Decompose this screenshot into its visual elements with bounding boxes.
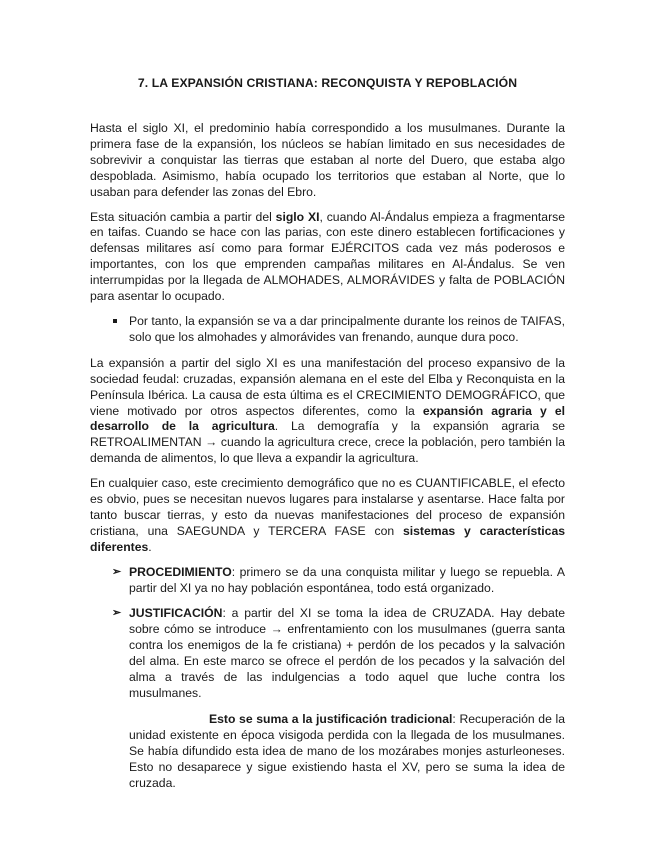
- paragraph-1: Hasta el siglo XI, el predominio había correspondido a los musulmanes. Durante la primera fase de la expansión, los núcleos se habían limitado en sus necesidades de sobrevivir a conquistar las tierras que estaban al norte del Duero, que estaba algo despoblada. Asimismo, había ocupado los territorios que estaban al Norte, que lo usaban para defender las zonas del Ebro.: [90, 121, 565, 199]
- arrow-bullet-icon: ➢: [112, 565, 122, 578]
- document-body: [90, 121, 565, 800]
- paragraph-2-text-a: Esta situación cambia a partir del: [90, 209, 276, 224]
- paragraph-5-text: : Recuperación de la unidad existente en época visigoda perdida con la llegada de los musulmanes. Se había difundido esta idea de mano de los mozárabes monjes asturleoneses. Esto no desaparece y sigue existiendo hasta el XV, pero se suma la idea de cruzada.: [129, 711, 565, 790]
- paragraph-4-bold: sistemas y características diferentes: [90, 523, 565, 554]
- procedimiento-label: PROCEDIMIENTO: [129, 564, 232, 579]
- square-bullet-icon: [90, 314, 129, 346]
- arrow-item-text: [129, 565, 565, 597]
- arrow-bullet-icon: ➢: [112, 607, 122, 620]
- page-title: 7. LA EXPANSIÓN CRISTIANA: RECONQUISTA Y REPOBLACIÓN: [137, 76, 518, 90]
- paragraph-2-bold: siglo XI: [275, 209, 320, 224]
- paragraph-5: [129, 712, 565, 792]
- justificacion-text: : a partir del XI se toma la idea de CRUZADA. Hay debate sobre cómo se introduce → enfrentamiento con los musulmanes (guerra santa contra los enemigos de la fe cristiana) + perdón de los pecados y la salvación del alma. En este marco se ofrece el perdón de los pecados y la salvación del alma a través de las indulgencias a todo aquel que luche contra los musulmanes.: [129, 606, 565, 700]
- justificacion-label: JUSTIFICACIÓN: [129, 606, 223, 621]
- bullet-item: [90, 314, 565, 346]
- arrow-item-justificacion: [90, 606, 565, 701]
- paragraph-4-text-c: .: [148, 539, 152, 554]
- paragraph-2: [90, 210, 565, 305]
- bullet-item-text: Por tanto, la expansión se va a dar principalmente durante los reinos de TAIFAS, solo que los almohades y almorávides van frenando, aunque dura poco.: [129, 313, 565, 344]
- procedimiento-text: : primero se da una conquista militar y luego se repuebla. A partir del XI ya no hay población espontánea, todo está organizado.: [129, 564, 565, 595]
- paragraph-2-text-c: , cuando Al-Ándalus empieza a fragmentarse en taifas. Cuando se hace con las parias, con este dinero establecen fortificaciones y defensas militares así como para formar EJÉRCITOS cada vez más poderosos e importantes, con los que emprenden campañas militares en Al-Ándalus. Se ven interrumpidas por la llegada de ALMOHADES, ALMORÁVIDES y falta de POBLACIÓN para asentar lo ocupado.: [90, 209, 566, 304]
- paragraph-4-text-a: En cualquier caso, este crecimiento demográfico que no es CUANTIFICABLE, el efecto es obvio, pues se necesitan nuevos lugares para instalarse y asentarse. Hace falta por tanto buscar tierras, y esto da nuevas manifestaciones del proceso de expansión cristiana, una SAEGUNDA y TERCERA FASE con: [90, 476, 565, 538]
- arrow-item-text: [129, 606, 565, 701]
- paragraph-3: [90, 356, 565, 467]
- paragraph-5-bold: Esto se suma a la justificación tradicional: [209, 711, 453, 726]
- arrow-item-procedimiento: [90, 565, 565, 597]
- paragraph-3-text-a: La expansión a partir del siglo XI es una manifestación del proceso expansivo de la sociedad feudal: cruzadas, expansión alemana en el este del Elba y Reconquista en la Península Ibérica. La causa de esta última es el CRECIMIENTO DEMOGRÁFICO, que viene motivado por otros aspectos diferentes, como la: [90, 355, 565, 418]
- paragraph-3-text-c: . La demografía y la expansión agraria se RETROALIMENTAN → cuando la agricultura crece, crece la población, pero también la demanda de alimentos, lo que lleva a expandir la agricultura.: [90, 419, 565, 466]
- paragraph-4: [90, 476, 565, 556]
- paragraph-3-bold: expansión agraria y el desarrollo de la agricultura: [90, 403, 565, 434]
